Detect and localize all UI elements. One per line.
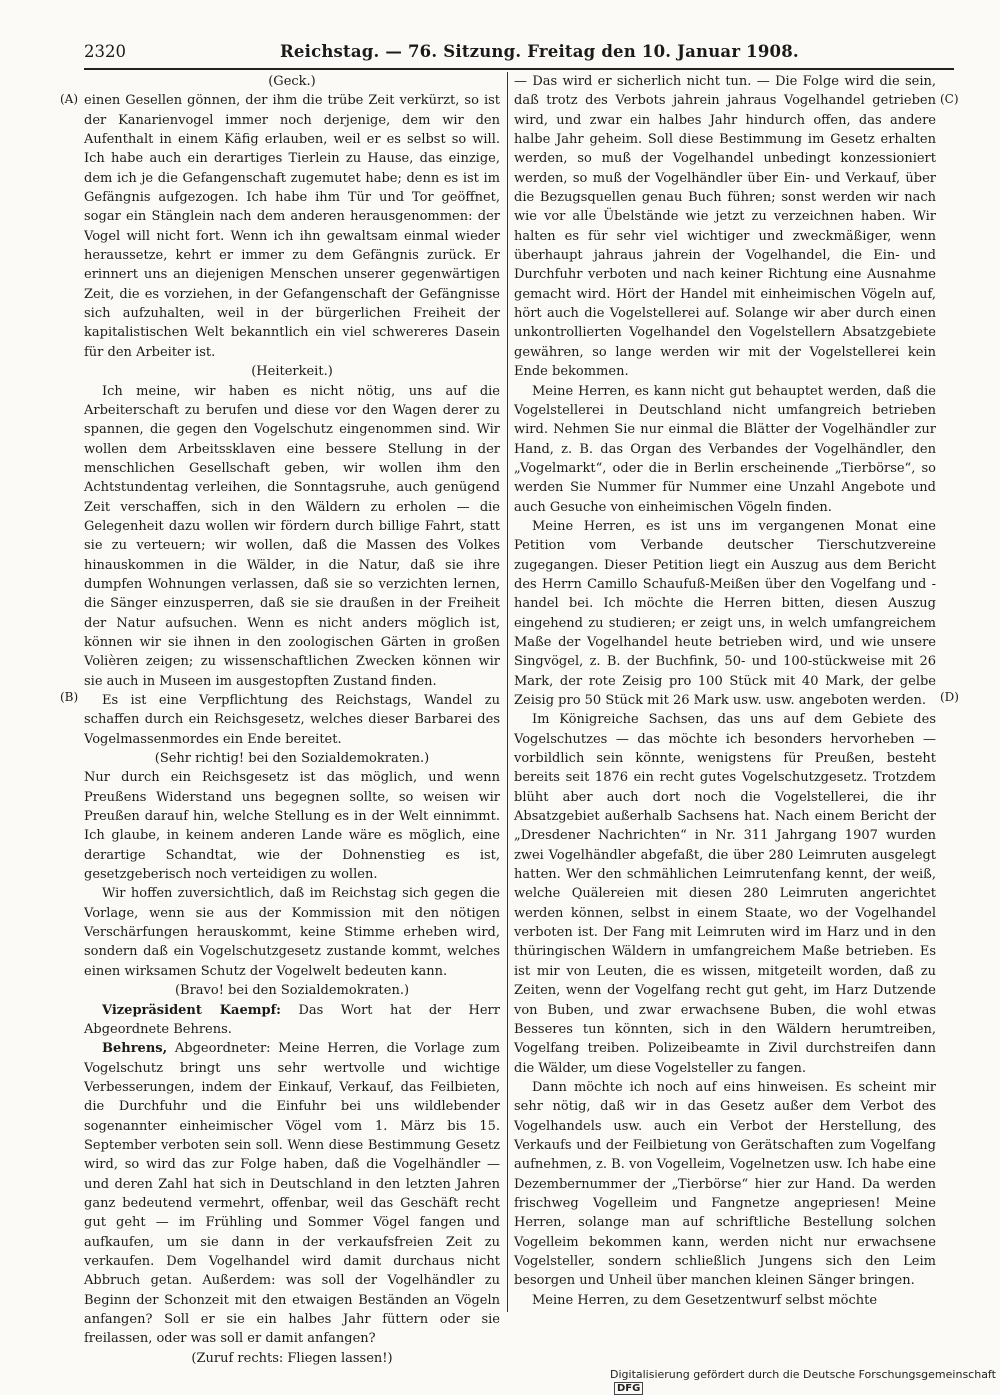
reaction: (Zuruf rechts: Fliegen lassen!) bbox=[191, 1350, 393, 1366]
speaker-paragraph bbox=[84, 1001, 500, 1040]
paragraph: — Das wird er sicherlich nicht tun. — Die Folge wird die sein, daß trotz des Verbots jahrein jahraus Vogelhandel getrieben wird, und zwar ein halbes Jahr hindurch offen, das andere halbe Jahr geheim. Soll diese Bestimmung im Gesetz erhalten werden, so muß der Vogelhandel unbedingt konzessioniert werden, so muß der Vogelhändler über Ein- und Verkauf, über die Bezugsquellen genau Buch führen; sonst werden wir nach wie vor alle Übelstände wie jetzt zu verzeichnen haben. Wir halten es für sehr viel wichtiger und zweckmäßiger, wenn überhaupt jahraus jahrein der Vogelhandel, die Ein- und Durchfuhr verboten und nach keiner Richtung eine Ausnahme gemacht wird. Hört der Handel mit einheimischen Vögeln auf, hört auch die Vogelstellerei auf. Solange wir aber durch einen unkontrollierten Vogelhandel den Vogelstellern Absatzgebiete gewähren, so lange werden wir mit der Vogelstellerei kein Ende bekommen. bbox=[514, 74, 936, 380]
page-number: 2320 bbox=[84, 42, 126, 61]
credit-text: Digitalisierung gefördert durch die Deutsche Forschungsgemeinschaft bbox=[610, 1368, 996, 1381]
paragraph: Wir hoffen zuversichtlich, daß im Reichstag sich gegen die Vorlage, wenn sie aus der Kommission mit den nötigen Verschärfungen herauskommt, keine Stimme erheben wird, sondern daß ein Vogelschutzgesetz zustande kommt, welches einen wirksamen Schutz der Vogelwelt bedeuten kann. bbox=[84, 886, 500, 979]
margin-mark-a: (A) bbox=[60, 92, 79, 106]
paragraph: Meine Herren, es kann nicht gut behauptet werden, daß die Vogelstellerei in Deutschland nicht umfangreich betrieben wird. Nehmen Sie nur einmal die Blätter der Vogelhändler zur Hand, z. B. das Organ des Verbandes der Vogelhändler, den „Vogelmarkt“, oder die in Berlin erscheinende „Tierbörse“, so werden Sie Nummer für Nummer eine Unzahl Angebote und auch Gesuche von einheimischen Vögeln finden. bbox=[514, 383, 936, 515]
speech-text: Abgeordneter: Meine Herren, die Vorlage zum Vogelschutz bringt uns sehr wertvolle und wichtige Verbesserungen, indem der Einkauf, Verkauf, das Feilbieten, die Durchfuhr und die Einfuhr bei uns wildlebender sogenannter einheimischer Vögel vom 1. März bis 15. September verboten sein soll. Wenn diese Bestimmung Gesetz wird, so wird das zur Folge haben, daß die Vogelhändler — und deren Zahl hat sich in Deutschland in den letzten Jahren ganz bedeutend vermehrt, offenbar, weil das Geschäft recht gut geht — im Frühling und Sommer Vögel fangen und aufkaufen, um sie dann in der verkaufsfreien Zeit zu verkaufen. Dem Vogelhandel wird damit durchaus nicht Abbruch getan. Außerdem: was soll der Vogelhändler zu Beginn der Schonzeit mit den etwaigen Beständen an Vögeln anfangen? Soll er sie ein halbes Jahr füttern oder sie freilassen, oder was soll er damit anfangen? bbox=[84, 1041, 500, 1347]
paragraph: Ich meine, wir haben es nicht nötig, uns auf die Arbeiterschaft zu berufen und diese vor den Wagen derer zu spannen, die gegen den Vogelschutz eingenommen sind. Wir wollen dem Arbeitssklaven eine bessere Stellung in der menschlichen Gesellschaft geben, wir wollen ihm den Achtstundentag verleihen, die Sonntagsruhe, auch genügend Zeit verschaffen, sich in den Wäldern zu erholen — die Gelegenheit dazu wollen wir fördern durch billige Fahrt, statt sie zu verteuern; wir wollen, daß die Massen des Volkes hinauskommen in die Wälder, in die Natur, daß sie ihre dumpfen Wohnungen verlassen, daß sie so verzichten lernen, die Sänger einzusperren, daß sie sie draußen in der Freiheit der Natur aufsuchen. Wenn es nicht anders möglich ist, können wir sie ihnen in den zoologischen Gärten in großen Volièren zeigen; zu wissenschaftlichen Zwecken können wir sie auch in Museen im ausgestopften Zustand finden. bbox=[84, 383, 500, 689]
speaker-label: (Geck.) bbox=[268, 74, 316, 89]
paragraph: Es ist eine Verpflichtung des Reichstags, Wandel zu schaffen durch ein Reichsgesetz, welches dieser Barbarei des Vogelmassenmordes ein Ende bereitet. bbox=[84, 693, 500, 747]
margin-mark-c: (C) bbox=[940, 92, 959, 106]
speaker-name: Behrens, bbox=[102, 1041, 168, 1057]
left-column bbox=[84, 72, 500, 1368]
margin-mark-b: (B) bbox=[60, 690, 79, 704]
paragraph: Dann möchte ich noch auf eins hinweisen. Es scheint mir sehr nötig, daß wir in das Gesetz außer dem Verbot des Vogelhandels usw. auch ein Verbot der Herstellung, des Verkaufs und der Feilbietung von Gerätschaften zum Vogelfang aufnehmen, z. B. von Vogelleim, Vogelnetzen usw. Ich habe eine Dezembernummer der „Tierbörse“ hier zur Hand. Da werden frischweg Vogelleim und Fangnetze angepriesen! Meine Herren, solange man auf schriftliche Bestellung solchen Vogelleim bekommen kann, werden nicht nur erwachsene Vogelsteller, sondern schließlich Jungens sich den Leim besorgen und Unheil über manchen kleinen Sänger bringen. bbox=[514, 1079, 936, 1289]
paragraph: Im Königreiche Sachsen, das uns auf dem Gebiete des Vogelschutzes — das möchte ich besonders hervorheben — vorbildlich sein könnte, wenigstens für Preußen, besteht bereits seit 1876 ein recht gutes Vogelschutzgesetz. Trotzdem blüht aber auch dort noch die Vogelstellerei, die ihr Absatzgebiet außerhalb Sachsens hat. Nach einem Bericht der „Dresdener Nachrichten“ in Nr. 311 Jahrgang 1907 wurden zwei Vogelhändler abgefaßt, die über 280 Leimruten ausgelegt hatten. Wer den schmählichen Leimrutenfang kennt, der weiß, welche Quälereien mit diesen 280 Leimruten angerichtet werden können, selbst in einem Staate, wo der Vogelhandel verboten ist. Der Fang mit Leimruten wird im Harz und in den thüringischen Wäldern in umfangreichem Maße betrieben. Es ist mir von Leuten, die es wissen, mitgeteilt worden, daß zu Zeiten, wenn der Vogelfang recht gut geht, im Harz Dutzende von Buben, und zwar erwachsene Buben, die wohl etwas Besseres tun könnten, sich in den Wäldern herumtreiben, Vogelfang treiben. Polizeibeamte in Zivil durchstreifen dann die Wälder, um diese Vogelsteller zu fangen. bbox=[514, 712, 936, 1076]
right-column bbox=[514, 72, 936, 1310]
reaction: (Bravo! bei den Sozialdemokraten.) bbox=[174, 983, 410, 999]
speaker-name: Vizepräsident Kaempf: bbox=[102, 1002, 281, 1018]
reaction: (Sehr richtig! bei den Sozialdemokraten.) bbox=[154, 751, 430, 767]
page-header bbox=[84, 40, 914, 66]
dfg-logo: DFG bbox=[614, 1382, 643, 1395]
column-divider bbox=[507, 72, 508, 1312]
paragraph: einen Gesellen gönnen, der ihm die trübe Zeit verkürzt, so ist der Kanarienvogel immer noch derjenige, dem wir den Aufenthalt in einem Käfig erlauben, weil er es selbst so will. Ich habe auch ein derartiges Tierlein zu Hause, das einzige, dem ich je die Gefangenschaft zugemutet habe; denn es ist im Gefängnis aufgezogen. Ich habe ihm Tür und Tor geöffnet, sogar ein Stänglein nach dem anderen herausgenommen: der Vogel will nicht fort. Wenn ich ihn gewaltsam einmal wieder heraussetze, kehrt er immer zu dem Gefängnis zurück. Er erinnert uns an diejenigen Menschen unserer gegenwärtigen Zeit, die es vorziehen, in der Gefangenschaft der Gefängnisse sich aufzuhalten, weil in der bürgerlichen Freiheit der kapitalistischen Welt bekanntlich ein viel schwereres Dasein für den Arbeiter ist. bbox=[84, 93, 500, 360]
paragraph: Meine Herren, zu dem Gesetzentwurf selbst möchte bbox=[532, 1292, 878, 1308]
digitization-credit bbox=[610, 1368, 1000, 1395]
speaker-paragraph bbox=[84, 1039, 500, 1349]
header-rule bbox=[84, 68, 954, 70]
reaction: (Heiterkeit.) bbox=[251, 364, 333, 380]
paragraph: Meine Herren, es ist uns im vergangenen Monat eine Petition vom Verbande deutscher Tierschutzvereine zugegangen. Dieser Petition liegt ein Auszug aus dem Bericht des Herrn Camillo Schaufuß-Meißen über den Vogelfang und -handel bei. Ich möchte die Herren bitten, diesen Auszug eingehend zu studieren; er zeigt uns, in welch umfangreichem Maße der Vogelhandel heute betrieben wird, und wie unsere Singvögel, z. B. der Buchfink, 50- und 100-stückweise mit 26 Mark, der rote Zeisig pro 100 Stück mit 40 Mark, der gelbe Zeisig pro 50 Stück mit 26 Mark usw. usw. angeboten werden. bbox=[514, 518, 936, 708]
running-head: Reichstag. — 76. Sitzung. Freitag den 10. Januar 1908. bbox=[280, 42, 799, 61]
speech-text: Das Wort hat der Herr Abgeordnete Behrens. bbox=[84, 1002, 500, 1037]
paragraph: Nur durch ein Reichsgesetz ist das möglich, und wenn Preußens Widerstand uns begegnen sollte, so weisen wir Preußen darauf hin, welche Stellung es in der Welt einnimmt. Ich glaube, in keinem anderen Lande wäre es möglich, eine derartige Schandtat, wie der Dohnenstieg es ist, gesetzgeberisch noch verteidigen zu wollen. bbox=[84, 770, 500, 883]
margin-mark-d: (D) bbox=[940, 690, 959, 704]
